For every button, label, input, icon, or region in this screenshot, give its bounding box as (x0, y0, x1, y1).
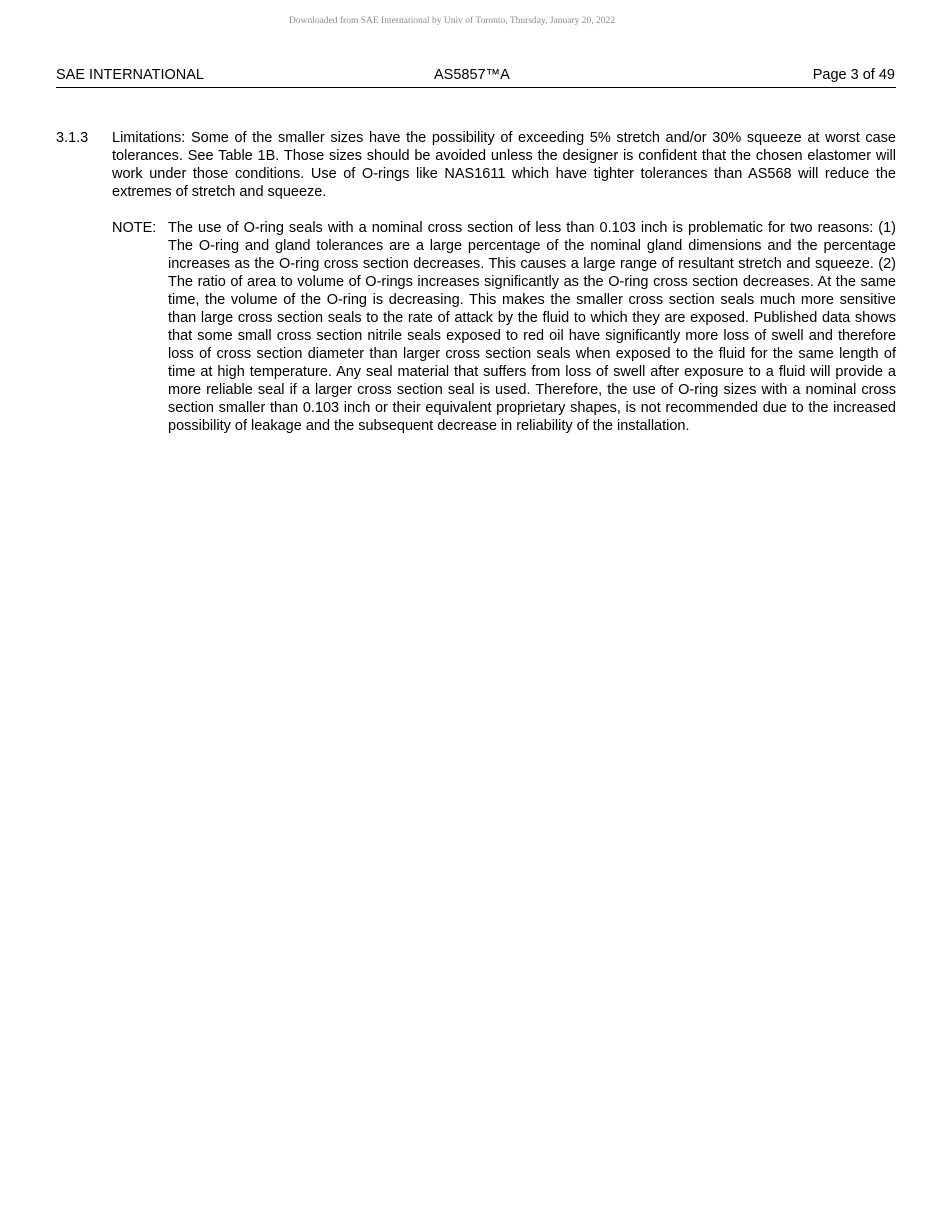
header-document-number: AS5857™A (434, 67, 510, 83)
section-3-1-3 (56, 129, 896, 201)
note-label: NOTE: (112, 220, 157, 236)
download-watermark: Downloaded from SAE International by Univ of Toronto, Thursday, January 20, 2022 (288, 16, 616, 26)
note-paragraph: The use of O-ring seals with a nominal cross section of less than 0.103 inch is problematic for two reasons: (1) The O-ring and gland tolerances are a large percentage of the nominal gland dimensions and the percentage increases as the O-ring cross section decreases. This causes a large range of resultant stretch and squeeze. (2) The ratio of area to volume of O-rings increases significantly as the O-ring cross section decreases. At the same time, the volume of the O-ring is decreasing. This makes the smaller cross section seals much more sensitive than large cross section seals to the rate of attack by the fluid to which they are exposed. Published data shows that some small cross section nitrile seals exposed to red oil have significantly more loss of swell and therefore loss of cross section diameter than larger cross section seals when exposed to the fluid for the same length of time at high temperature. Any seal material that suffers from loss of swell after exposure to a fluid will provide a more reliable seal if a larger cross section seal is used. Therefore, the use of O-ring sizes with a nominal cross section smaller than 0.103 inch or their equivalent proprietary shapes, is not recommended due to the increased possibility of leakage and the subsequent decrease in reliability of the installation. (168, 220, 896, 434)
section-paragraph: Limitations: Some of the smaller sizes have the possibility of exceeding 5% stretch and/or 30% squeeze at worst case tolerances. See Table 1B. Those sizes should be avoided unless the designer is confident that the chosen elastomer will work under those conditions. Use of O-rings like NAS1611 which have tighter tolerances than AS568 will reduce the extremes of stretch and squeeze. (112, 130, 896, 200)
page-header (56, 67, 896, 88)
section-number: 3.1.3 (56, 130, 89, 146)
note-block (112, 219, 896, 435)
header-page-number: Page 3 of 49 (812, 67, 895, 83)
header-organization: SAE INTERNATIONAL (56, 67, 204, 83)
